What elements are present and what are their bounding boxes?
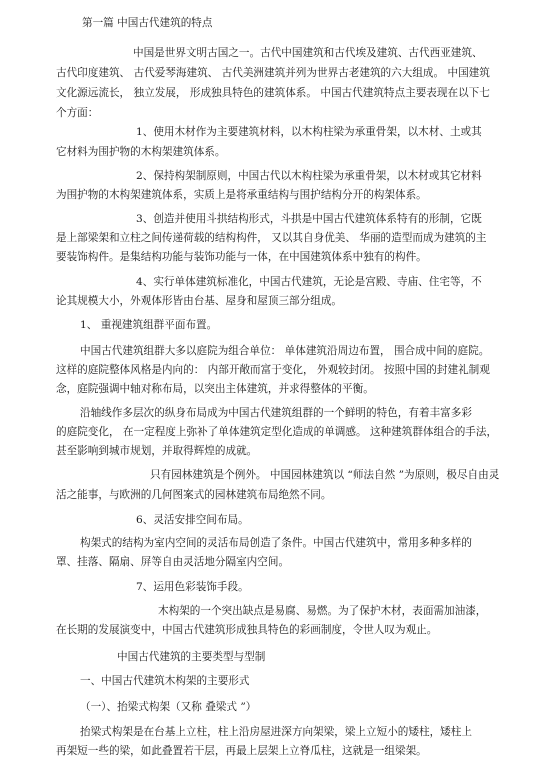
text-line: 论其规模大小，外观体形皆由台基、屋身和屋顶三部分组成。: [56, 295, 343, 307]
text-line: 是上部梁架和立柱之间传递荷载的结构构件， 又以其自身优美、 华丽的造型而成为建筑的主: [56, 232, 487, 244]
text-line: 它材料为围护物的木构架建筑体系。: [56, 146, 226, 158]
section-heading: （一）、抬梁式构架（又称 叠梁式 ”）: [80, 701, 257, 713]
section-heading: 7、运用色彩装饰手段。: [136, 581, 249, 593]
text-line: 要装饰构件。是集结构功能与装饰功能与一体，在中国建筑体系中独有的构件。: [56, 251, 427, 263]
text-line: 罩、挂落、隔扇、屏等自由灵活地分隔室内空间。: [56, 556, 290, 568]
text-line: 只有园林建筑是个例外。 中国园林建筑以 “师法自然 ”为原则，极尽自由灵: [150, 469, 500, 481]
text-line: 在长期的发展演变中，中国古代建筑形成独具特色的彩画制度，令世人叹为观止。: [56, 624, 438, 636]
text-line: 甚至影响到城市规划，并取得辉煌的成就。: [56, 445, 258, 457]
text-line: 木构架的一个突出缺点是易腐、易燃。为了保护木材，表面需加油漆，: [158, 605, 487, 617]
section-heading: 1、 重视建筑组群平面布置。: [80, 319, 218, 331]
text-line: 中国是世界文明古国之一。古代中国建筑和古代埃及建筑、古代西亚建筑、: [133, 47, 483, 59]
text-line: 念，庭院强调中轴对称布局，以突出主体建筑，并求得整体的平衡。: [56, 383, 374, 395]
text-line: 中国古代建筑组群大多以庭院为组合单位： 单体建筑沿周边布置， 围合成中间的庭院。: [80, 345, 490, 357]
text-line: 1、使用木材作为主要建筑材料，以木构柱梁为承重骨架，以木材、土或其: [136, 126, 482, 138]
text-line: 抬梁式构架是在台基上立柱，柱上沿房屋进深方向架梁，梁上立短小的矮柱，矮柱上: [80, 726, 472, 738]
section-heading: 6、灵活安排空间布局。: [136, 514, 249, 526]
text-line: 这样的庭院整体风格是内向的： 内部开敞而富于变化， 外观较封闭。 按照中国的封建礼制观: [56, 364, 490, 376]
text-line: 沿轴线作多层次的纵身布局成为中国古代建筑组群的一个鲜明的特色，有着丰富多彩: [80, 407, 472, 419]
text-line: 再架短一些的梁，如此叠置若干层，再最上层架上立脊瓜柱，这就是一组梁架。: [56, 745, 427, 757]
text-line: 活之能事，与欧洲的几何图案式的园林建筑布局绝然不同。: [56, 489, 332, 501]
text-line: 2、保持构架制原则，中国古代以木构柱梁为承重骨架，以木材或其它材料: [136, 170, 482, 182]
text-line: 为围护物的木构架建筑体系，实质上是将承重结构与围护结构分开的构架体系。: [56, 189, 427, 201]
section-heading: 一、中国古代建筑木构架的主要形式: [80, 675, 250, 687]
text-line: 3、创造并使用斗拱结构形式，斗拱是中国古代建筑体系特有的形制，它既: [136, 213, 482, 225]
text-line: 的庭院变化， 在一定程度上弥补了单体建筑定型化造成的单调感。 这种建筑群体组合的手法，: [56, 426, 498, 438]
document-heading: 第一篇 中国古代建筑的特点: [82, 17, 213, 29]
text-line: 古代印度建筑、 古代爱琴海建筑、 古代美洲建筑并列为世界古老建筑的六大组成。 中国建筑: [56, 67, 490, 79]
chapter-heading: 中国古代建筑的主要类型与型制: [117, 651, 266, 663]
text-line: 文化源远流长， 独立发展， 形成独具特色的建筑体系。 中国古代建筑特点主要表现在以下七: [56, 87, 490, 99]
text-line: 4、实行单体建筑标准化，中国古代建筑，无论是宫殿、寺庙、住宅等，不: [136, 276, 482, 288]
text-line: 构架式的结构为室内空间的灵活布局创造了条件。中国古代建筑中，常用多种多样的: [80, 537, 472, 549]
text-line: 个方面：: [56, 107, 99, 119]
